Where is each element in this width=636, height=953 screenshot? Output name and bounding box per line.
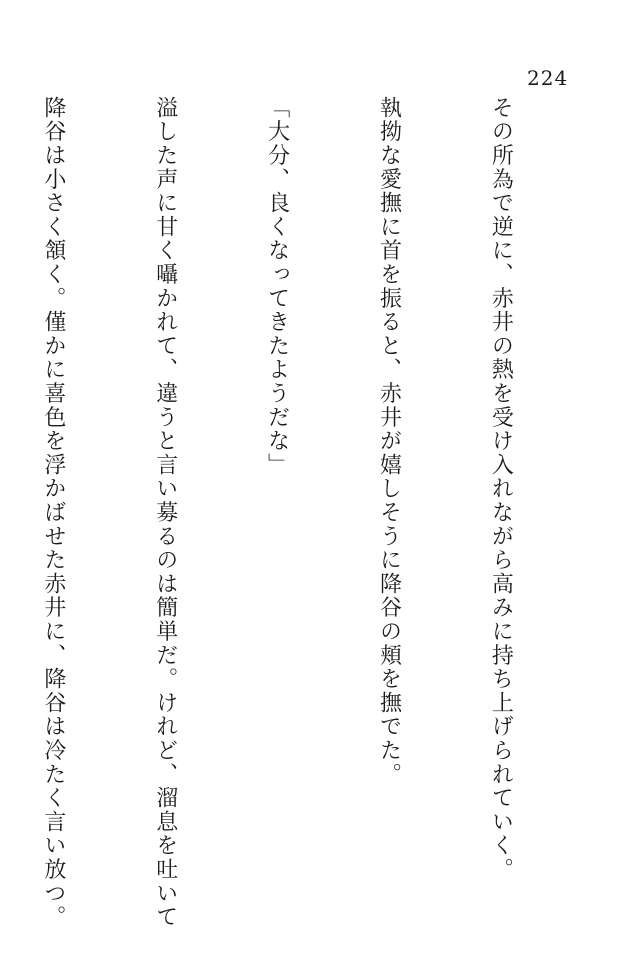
text-line: 「大分、良くなってきたようだな」 bbox=[264, 96, 290, 477]
text-line: 降谷は小さく頷く。僅かに喜色を浮かばせた赤井に、降谷は冷たく言い放つ。 bbox=[40, 96, 66, 929]
novel-text-block bbox=[0, 96, 594, 929]
text-line: 溢した声に甘く囁かれて、違うと言い募るのは簡単だ。けれど、溜息を吐いて bbox=[152, 96, 178, 929]
page-number: 224 bbox=[527, 66, 569, 90]
text-line: その所為で逆に、赤井の熱を受け入れながら高みに持ち上げられていく。 bbox=[488, 96, 514, 882]
text-line: 執拗な愛撫に首を振ると、赤井が嬉しそうに降谷の頬を撫でた。 bbox=[376, 96, 402, 787]
